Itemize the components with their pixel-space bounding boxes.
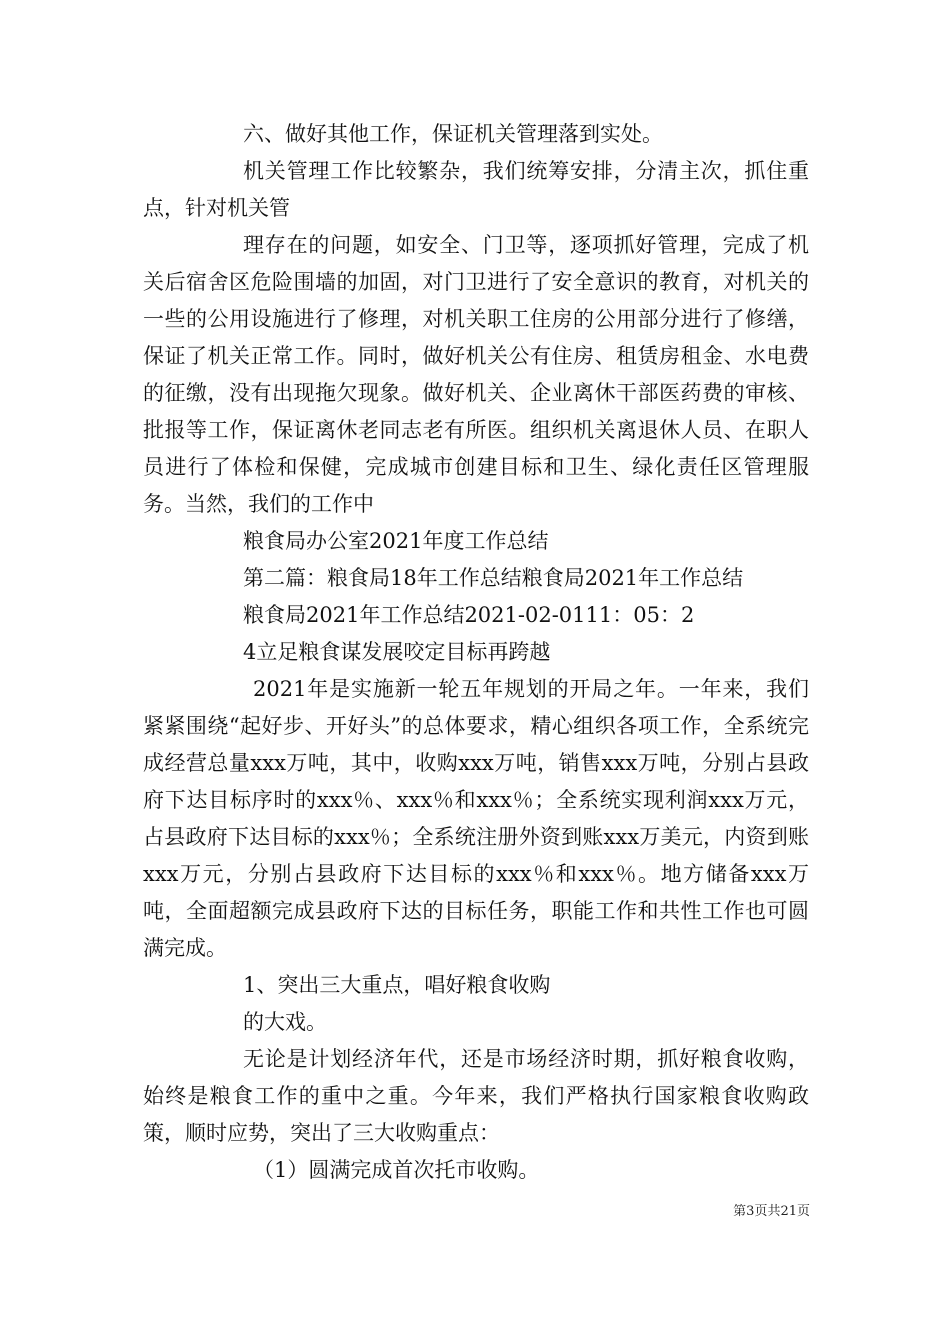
document-title-line: 粮食局办公室2021年度工作总结 [243,529,549,553]
chapter-heading: 第二篇：粮食局18年工作总结粮食局2021年工作总结 [243,566,744,590]
section-heading-six: 六、做好其他工作，保证机关管理落到实处。 [243,122,663,146]
body-paragraph: 理存在的问题，如安全、门卫等，逐项抓好管理，完成了机关后宿舍区危险围墙的加固，对门卫进行了安全意识的教育，对机关的一些的公用设施进行了修理，对机关职工住房的公用部分进行了修缮，保证了机关正常工作。同时，做好机关公有住房、租赁房租金、水电费的征缴，没有出现拖欠现象。做好机关、企业离休干部医药费的审核、批报等工作，保证离休老同志老有所医。组织机关离退休人员、在职人员进行了体检和保健，完成城市创建目标和卫生、绿化责任区管理服务。当然，我们的工作中 [143,233,809,516]
article-title-line: 粮食局2021年工作总结2021-02-0111：05：2 [243,603,695,627]
section-heading-continued: 的大戏。 [243,1010,327,1034]
subsection-heading: （1）圆满完成首次托市收购。 [253,1158,540,1182]
page-number: 第3页共21页 [733,1204,810,1219]
section-heading-one: 1、突出三大重点，唱好粮食收购 [243,973,551,997]
body-paragraph: 2021年是实施新一轮五年规划的开局之年。一年来，我们紧紧围绕“起好步、开好头”的总体要求，精心组织各项工作，全系统完成经营总量xxx万吨，其中，收购xxx万吨，销售xxx万吨，分别占县政府下达目标序时的xxx％、xxx％和xxx％；全系统实现利润xxx万元，占县政府下达目标的xxx％；全系统注册外资到账xxx万美元，内资到账xxx万元，分别占县政府下达目标的xxx％和xxx％。地方储备xxx万吨，全面超额完成县政府下达的目标任务，职能工作和共性工作也可圆满完成。 [143,677,809,960]
article-subtitle-line: 4立足粮食谋发展咬定目标再跨越 [243,640,551,664]
body-paragraph: 机关管理工作比较繁杂，我们统筹安排，分清主次，抓住重点，针对机关管 [143,159,809,220]
body-paragraph: 无论是计划经济年代，还是市场经济时期，抓好粮食收购，始终是粮食工作的重中之重。今年来，我们严格执行国家粮食收购政策，顺时应势，突出了三大收购重点： [143,1047,809,1145]
document-body [143,116,809,1189]
